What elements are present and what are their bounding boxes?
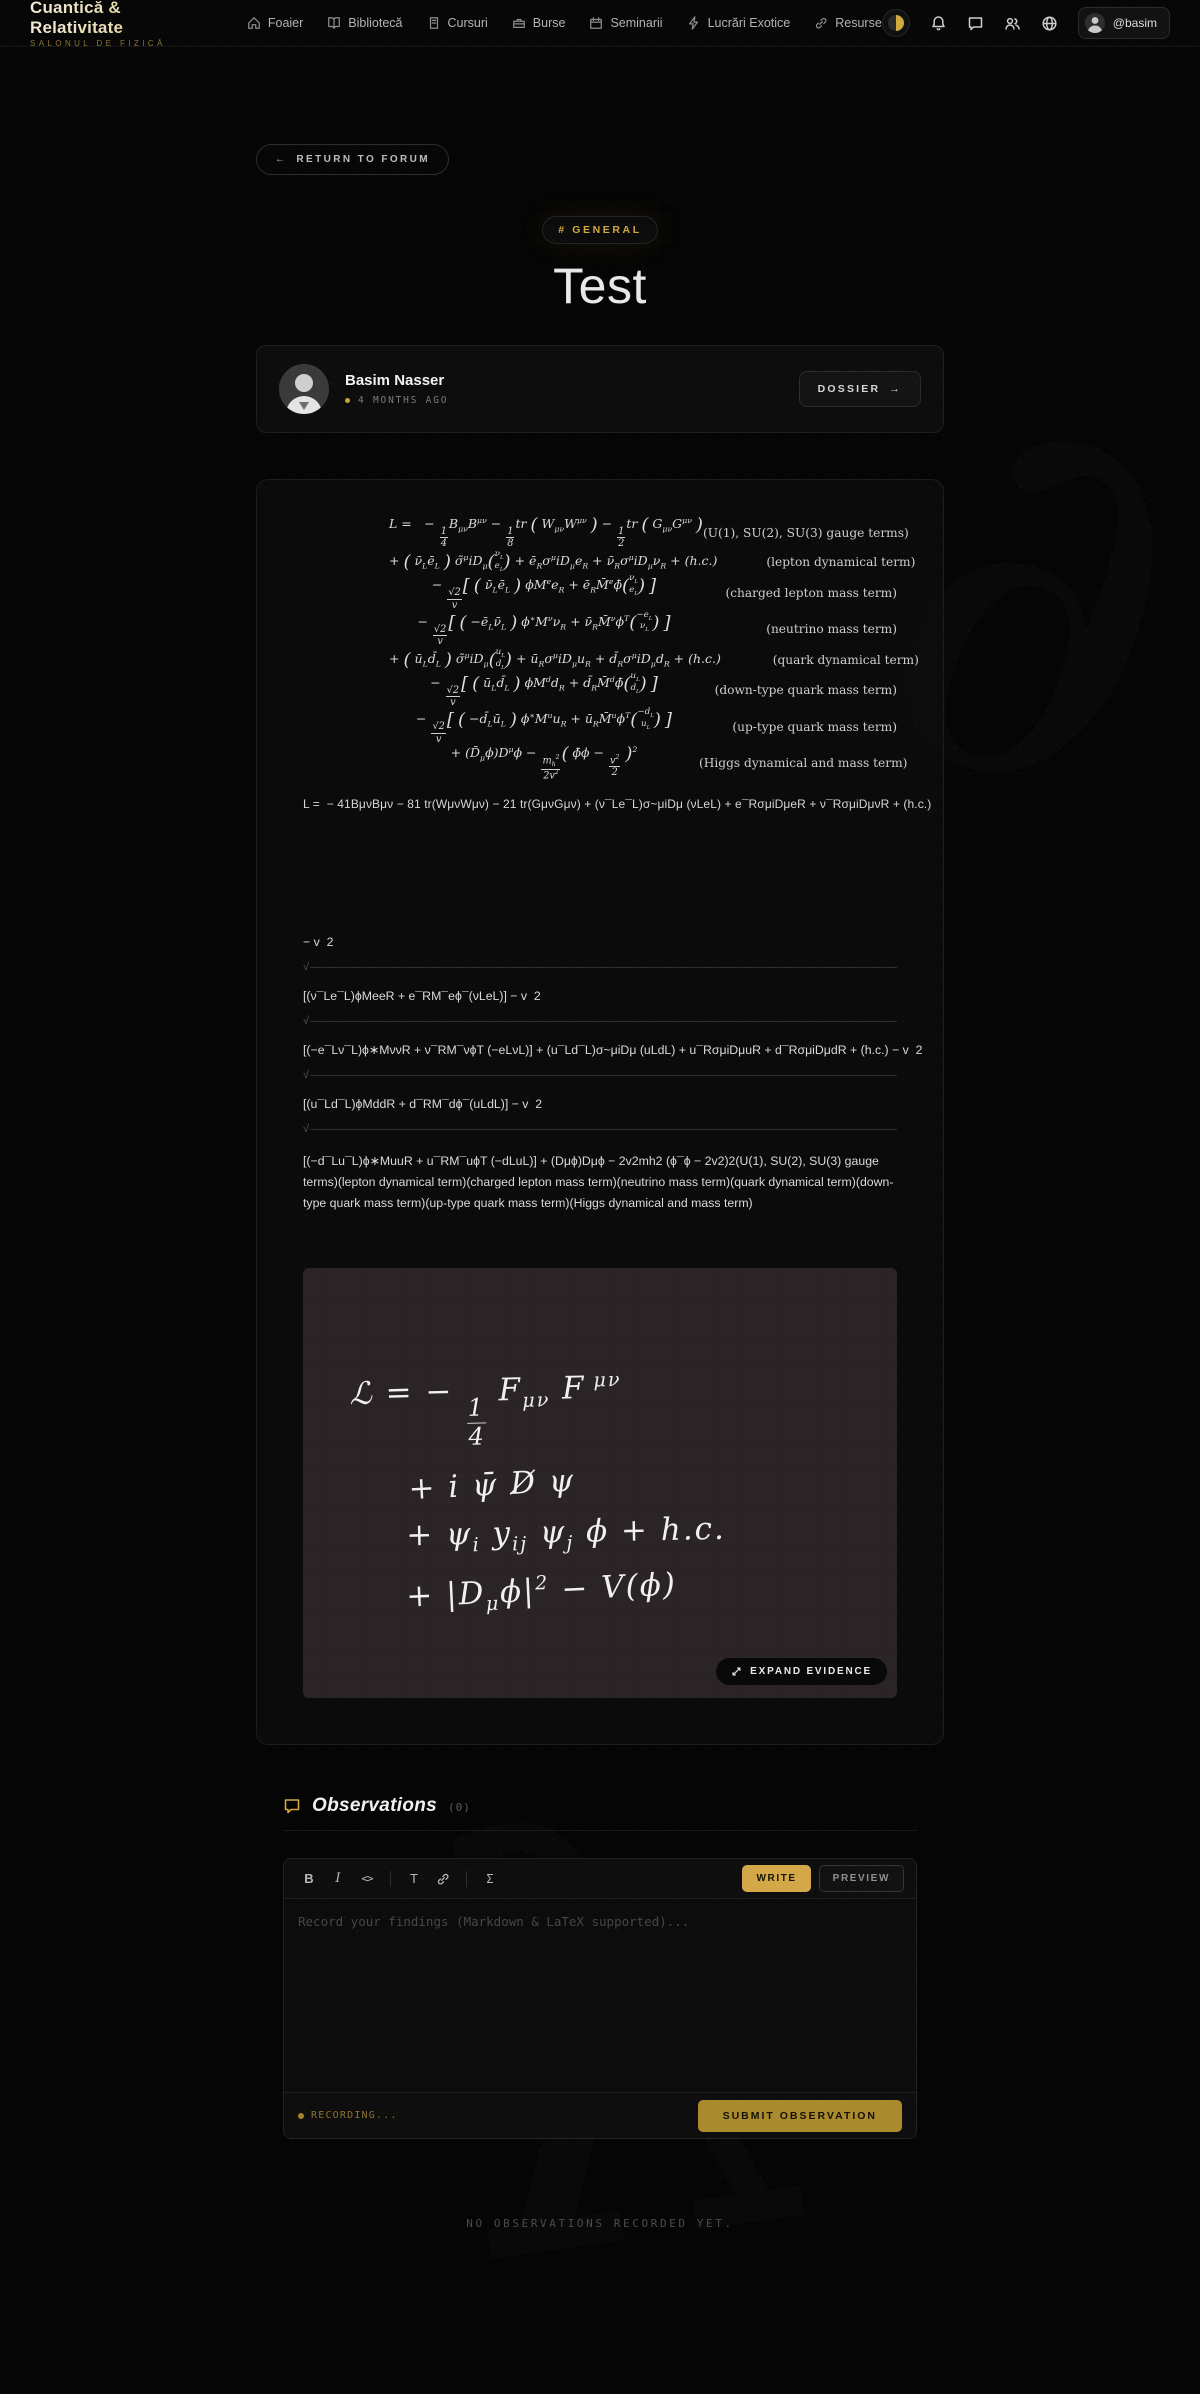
nav-item-label: Cursuri — [447, 16, 488, 30]
equation-row — [303, 611, 897, 647]
observations-count: (0) — [448, 1801, 471, 1815]
equation-math: + ( $\nū_Lē_L$ ) $\sigmã^\mu iD_\mu$( $\nu_L$ $e_L$ ) + $ē_R\sigma^\mu iD_\mu e_R$ + $\nū_R\sigma^\mu iD_\mu\nu_R + (h.c.)$ — [389, 549, 718, 573]
link-icon — [814, 16, 828, 30]
equation-math: − $\frac{√2}{v}$ [ ( $\nū_Lē_L$ ) $\phi M^ee_R$ + $ē_RM̄^e\phī$( $\nu_L$ $e_L$ ) ] — [431, 573, 657, 611]
observations-section — [283, 1795, 917, 2230]
author-name: Basim Nasser — [345, 372, 445, 389]
link-icon — [436, 1872, 450, 1886]
sqrt-rule — [303, 960, 897, 972]
author-card — [256, 345, 944, 433]
recording-dot-icon — [298, 2113, 304, 2119]
expand-evidence-button[interactable] — [716, 1658, 887, 1685]
main-nav — [247, 16, 882, 30]
nav-item-label: Bibliotecă — [348, 16, 403, 30]
equation-term-label: (neutrino mass term) — [766, 621, 897, 636]
equation-math: − $\frac{√2}{v}$ [ ( $-ē_L\nū_L$ ) $\phi^∗M^\nu\nu_R$ + $\nū_RM̄^\nu\phi^T$( $-e_L$ $\nu_L$ ) ] — [417, 609, 671, 647]
book-icon — [327, 16, 341, 30]
nav-item-label: Lucrări Exotice — [707, 16, 791, 30]
notifications-button[interactable] — [930, 15, 947, 32]
latex-fragment: − v 2 — [303, 935, 334, 950]
heading-button[interactable]: T — [410, 1871, 418, 1887]
nav-item-foaier[interactable] — [247, 16, 303, 30]
brand[interactable] — [30, 0, 203, 48]
handwritten-lagrangian — [349, 1364, 729, 1634]
equation-row — [303, 574, 897, 610]
nav-item-label: Seminarii — [610, 16, 663, 30]
back-arrow-icon: ← — [275, 154, 288, 165]
sqrt-radical-glyph: √ — [303, 1069, 310, 1082]
return-label: RETURN TO FORUM — [296, 154, 430, 165]
expand-icon — [731, 1666, 742, 1677]
handwriting-line: + i ψ̄ D̸ ψ — [407, 1463, 577, 1508]
observation-input[interactable] — [284, 1899, 916, 2092]
post-meta — [345, 395, 448, 406]
tab-write[interactable]: WRITE — [742, 1865, 810, 1892]
editor-mode-tabs — [742, 1865, 904, 1892]
editor-body — [284, 1899, 916, 2092]
nav-item-label: Foaier — [267, 16, 304, 30]
bolt-icon — [687, 16, 701, 30]
user-avatar — [1085, 13, 1105, 33]
post-timestamp: 4 MONTHS AGO — [358, 395, 449, 406]
equation-term-label: (charged lepton mass term) — [725, 585, 897, 600]
no-observations-message: NO OBSERVATIONS RECORDED YET. — [466, 2217, 734, 2231]
equation-row — [303, 514, 909, 550]
brand-subtitle: SALONUL DE FIZICĂ — [30, 39, 166, 48]
course-icon — [427, 16, 441, 30]
user-handle: @basim — [1112, 16, 1157, 30]
nav-item-biblioteca[interactable] — [327, 16, 402, 30]
briefcase-icon — [512, 16, 526, 30]
latex-fragment: [(−e¯Lν¯L)ϕ∗MννR + ν¯RM¯νϕT (−eLνL)] + (u¯Ld¯L)σ~μiDμ (uLdL) + u¯RσμiDμuR + d¯RσμiDμdR + (h.c.) − v 2 — [303, 1043, 923, 1058]
dossier-label: DOSSIER — [817, 383, 881, 395]
sqrt-radical-glyph: √ — [303, 1123, 310, 1136]
recording-status — [298, 2110, 398, 2121]
handwriting-line: + $|D_\mu\phi|^2 - V(\phi)$ — [405, 1566, 678, 1616]
post-body-card — [256, 479, 944, 1745]
nav-item-seminarii[interactable] — [589, 16, 662, 30]
latex-fragment: [(−d¯Lu¯L)ϕ∗MuuR + u¯RM¯uϕT (−dLuL)] + (Dμϕ)Dμϕ − 2v2mh2 (ϕ¯ϕ − 2v2)2(U(1), SU(2), SU(3) gauge terms)(lepton dynamical term)(charged lepton mass term)(neutrino mass term)(quark dynamical term)(down-type quark mass term)(up-type quark mass term)(Higgs dynamical and mass term) — [303, 1154, 894, 1211]
thread-page — [256, 144, 944, 1745]
equation-term-label: (quark dynamical term) — [772, 652, 919, 667]
return-to-forum-button[interactable] — [256, 144, 449, 175]
observation-editor — [283, 1858, 917, 2139]
italic-button[interactable]: I — [335, 1871, 341, 1887]
sqrt-overline — [310, 1075, 897, 1076]
equation-math: + $(D̄_\mu\phi)D^\mu\phi$ − $\frac{m_h^2}{2v^2}$ ( ϕ̄ϕ − $\frac{v^2}{2}$ )$^2$ — [450, 743, 638, 781]
editor-toolbar — [284, 1859, 916, 1899]
nav-item-label: Resurse — [835, 16, 882, 30]
sqrt-rule — [303, 1014, 897, 1026]
toolbar-divider — [466, 1871, 467, 1887]
thread-title: Test — [553, 258, 647, 314]
sqrt-overline — [310, 1021, 897, 1022]
sqrt-overline — [310, 1129, 897, 1130]
forward-arrow-icon: → — [889, 383, 902, 395]
nav-item-cursuri[interactable] — [427, 16, 488, 30]
brand-title: Cuantică & Relativitate — [30, 0, 203, 38]
latex-fragment: [(u¯Ld¯L)ϕMddR + d¯RM¯dϕ¯(uLdL)] − v 2 — [303, 1097, 543, 1112]
author-info — [345, 372, 448, 406]
equation-row — [303, 743, 908, 781]
sqrt-radical-glyph: √ — [303, 1015, 310, 1028]
insert-link-button[interactable] — [430, 1866, 456, 1892]
nav-item-burse[interactable] — [512, 16, 566, 30]
people-icon — [1004, 15, 1021, 32]
user-menu[interactable] — [1078, 7, 1170, 39]
equation-math: − $\frac{√2}{v}$ [ ( $ū_Ld̄_L$ ) $\phi M^dd_R$ + $d̄_RM̄^d\phī$( $u_L$ $d_L$ ) ] — [430, 671, 658, 709]
equation-row — [303, 549, 916, 574]
chat-icon — [967, 15, 984, 32]
author-avatar[interactable] — [279, 364, 329, 414]
category-badge[interactable]: # GENERAL — [542, 216, 658, 244]
nav-item-lucrari-exotice[interactable] — [687, 16, 791, 30]
members-button[interactable] — [1004, 15, 1021, 32]
home-icon — [247, 16, 261, 30]
meta-dot-icon — [345, 398, 350, 403]
math-button[interactable]: Σ — [486, 1871, 494, 1886]
evidence-image[interactable] — [303, 1268, 897, 1698]
expand-evidence-label: EXPAND EVIDENCE — [750, 1666, 872, 1678]
code-button[interactable]: <> — [361, 1872, 373, 1886]
lagrangian-plaintext: L = − 41BμνBμν − 81 tr(WμνWμν) − 21 tr(GμνGμν) + (ν¯Le¯L)σ~μiDμ (νLeL) + e¯RσμiDμeR + ν¯RσμiDμνR + (h.c.) — [303, 797, 932, 812]
equation-term-label: (down-type quark mass term) — [714, 683, 897, 698]
submit-observation-button[interactable]: SUBMIT OBSERVATION — [698, 2100, 902, 2132]
latex-fragment: [(ν¯Le¯L)ϕMeeR + e¯RM¯eϕ¯(νLeL)] − v 2 — [303, 989, 541, 1004]
calendar-icon — [589, 16, 603, 30]
equation-row — [303, 647, 919, 672]
equation-term-label: (Higgs dynamical and mass term) — [699, 755, 908, 770]
equation-row — [303, 708, 897, 744]
bell-icon — [930, 15, 947, 32]
nav-item-label: Burse — [532, 16, 566, 30]
bold-button[interactable]: B — [304, 1871, 314, 1887]
sqrt-overline — [310, 967, 897, 968]
sqrt-radical-glyph: √ — [303, 961, 310, 974]
equation-term-label: (U(1), SU(2), SU(3) gauge terms) — [702, 525, 909, 540]
sqrt-rule — [303, 1068, 897, 1080]
tab-preview[interactable]: PREVIEW — [819, 1865, 904, 1892]
equation-math: + ( $ū_Ld̄_L$ ) $\sigmã^\mu iD_\mu$( $u_L$ $d_L$ ) + $ū_R\sigma^\mu iD_\mu u_R$ + $d̄_R\sigma^\mu iD_\mu d_R + (h.c.)$ — [389, 647, 721, 671]
editor-footer — [284, 2092, 916, 2138]
header-actions — [882, 7, 1170, 39]
toolbar-divider — [390, 1871, 391, 1887]
language-button[interactable] — [1041, 15, 1058, 32]
equation-term-label: (up-type quark mass term) — [732, 719, 897, 734]
recording-label: RECORDING... — [311, 2110, 398, 2122]
theme-toggle-icon — [888, 15, 904, 31]
equation-row — [303, 672, 897, 708]
handwriting-line: + $\psi_i$ $y_{ij}$ $\psi_j$ ϕ + h.c. — [405, 1511, 727, 1557]
comment-icon — [283, 1797, 301, 1815]
equation-math: L = − $\frac{1}{4}$ $B_{\mu\nu}B^{\mu\nu}$ − $\frac{1}{8}$ tr ( $W_{\mu\nu}W^{\mu\nu}$ ) − $\frac{1}{2}$ tr ( $G_{\mu\nu}G^{\mu\nu}$ ) — [389, 514, 703, 550]
sqrt-rule — [303, 1122, 897, 1134]
observations-header — [283, 1795, 917, 1831]
nav-item-resurse[interactable] — [814, 16, 882, 30]
handwriting-line: ℒ = − $\frac{1}{4}$ $F_{\mu\nu}$ F $^{\mu\nu}$ — [348, 1367, 622, 1451]
messages-button[interactable] — [967, 15, 984, 32]
theme-toggle-button[interactable] — [882, 9, 910, 37]
equation-math: − $\frac{√2}{v}$ [ ( $-d̄_Lū_L$ ) $\phi^∗M^uu_R$ + $ū_RM̄^u\phi^T$( $-d_L$ $u_L$ ) ] — [416, 707, 672, 745]
globe-icon — [1041, 15, 1058, 32]
equation-term-label: (lepton dynamical term) — [766, 554, 916, 569]
dossier-button[interactable] — [799, 371, 921, 407]
observations-title: Observations — [312, 1795, 438, 1817]
top-navbar — [0, 0, 1200, 47]
